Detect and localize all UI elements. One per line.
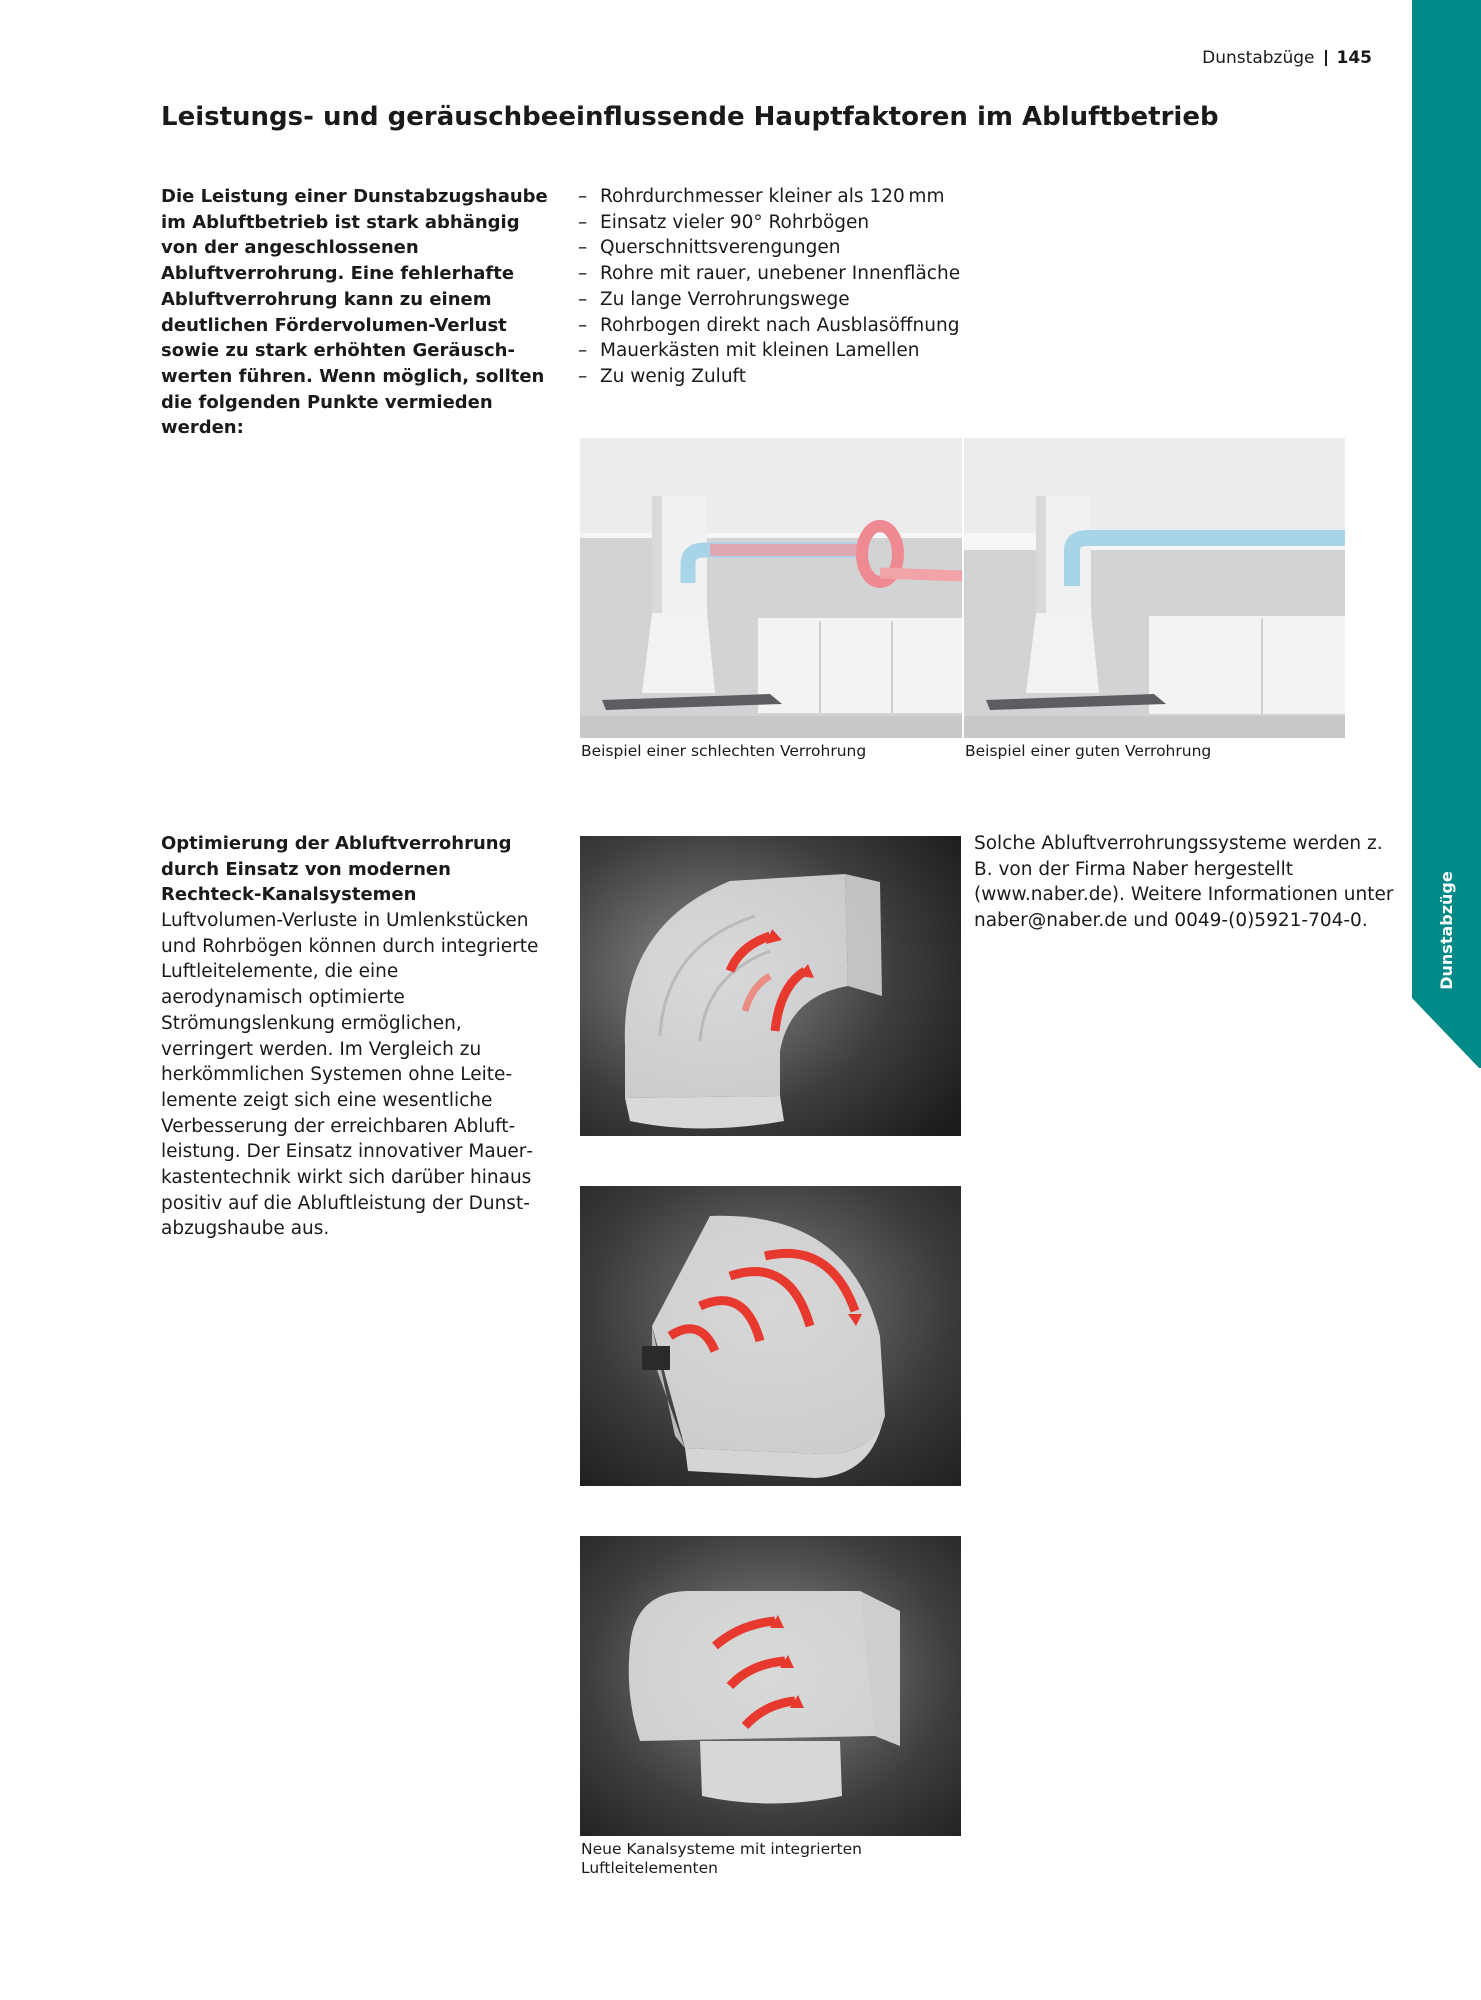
running-header: [1202, 48, 1372, 68]
section-body: Luftvolumen-Verluste in Umlenkstücken und Rohrbögen können durch integrierte Luftleitelemente, die eine aerodynamisch optimierte Strömungslenkung ermöglichen, verringert werden. Im Vergleich zu herkömmlichen Systemen ohne Leitelemente zeigt sich eine wesentliche Verbesserung der erreichbaren Abluftleistung. Der Einsatz innovativer Mauerkastentechnik wirkt sich darüber hinaus positiv auf die Abluftleistung der Dunstabzugshaube aus.: [161, 910, 539, 1240]
section-heading: Optimierung der Abluftverrohrung durch Einsatz von modernen Rechteck-Kanalsystemen: [161, 833, 512, 906]
intro-text: Die Leistung einer Dunstabzugshaube im Abluftbetrieb ist stark abhängig von der angeschlossenen Abluftverrohrung. Eine fehlerhafte Abluftverrohrung kann zu einem deutlichen Fördervolumen-Verlust sowie zu stark erhöhten Geräuschwerten führen. Wenn möglich, sollten die folgenden Punkte vermieden werden:: [161, 186, 548, 439]
list-item: – Zu lange Verrohrungswege: [578, 287, 960, 313]
bad-ducting-caption: Beispiel einer schlechten Verrohrung: [581, 742, 867, 760]
page-title: Leistungs- und geräuschbeeinflussende Hauptfaktoren im Abluftbetrieb: [161, 102, 1219, 132]
page-number: 145: [1336, 48, 1372, 68]
header-divider: [1325, 50, 1327, 66]
list-item: – Rohre mit rauer, unebener Innenfläche: [578, 261, 960, 287]
supplier-note: Solche Abluftverrohrungssysteme werden z. B. von der Firma Naber hergestellt (www.naber.de). Weitere Informationen unter naber@naber.de und 0049-(0)5921-704-0.: [974, 833, 1394, 932]
good-ducting-image: [964, 438, 1345, 738]
good-ducting-caption: Beispiel einer guten Verrohrung: [965, 742, 1212, 760]
channel-transition-image: [580, 1536, 961, 1836]
channel-caption: Neue Kanalsysteme mit integrierten Luftleitelementen: [581, 1840, 862, 1877]
list-item: – Rohrbogen direkt nach Ausblasöffnung: [578, 313, 960, 339]
bad-ducting-image: [580, 438, 962, 738]
channel-bend-image: [580, 1186, 961, 1486]
side-tab-label: Dunstabzüge: [1436, 870, 1456, 990]
list-item: – Querschnittsverengungen: [578, 235, 960, 261]
list-item: – Einsatz vieler 90° Rohrbögen: [578, 210, 960, 236]
avoid-list: [578, 184, 960, 390]
channel-elbow-image: [580, 836, 961, 1136]
list-item: – Mauerkästen mit kleinen Lamellen: [578, 338, 960, 364]
list-item: – Zu wenig Zuluft: [578, 364, 960, 390]
header-section: Dunstabzüge: [1202, 48, 1315, 68]
list-item: – Rohrdurchmesser kleiner als 120 mm: [578, 184, 960, 210]
